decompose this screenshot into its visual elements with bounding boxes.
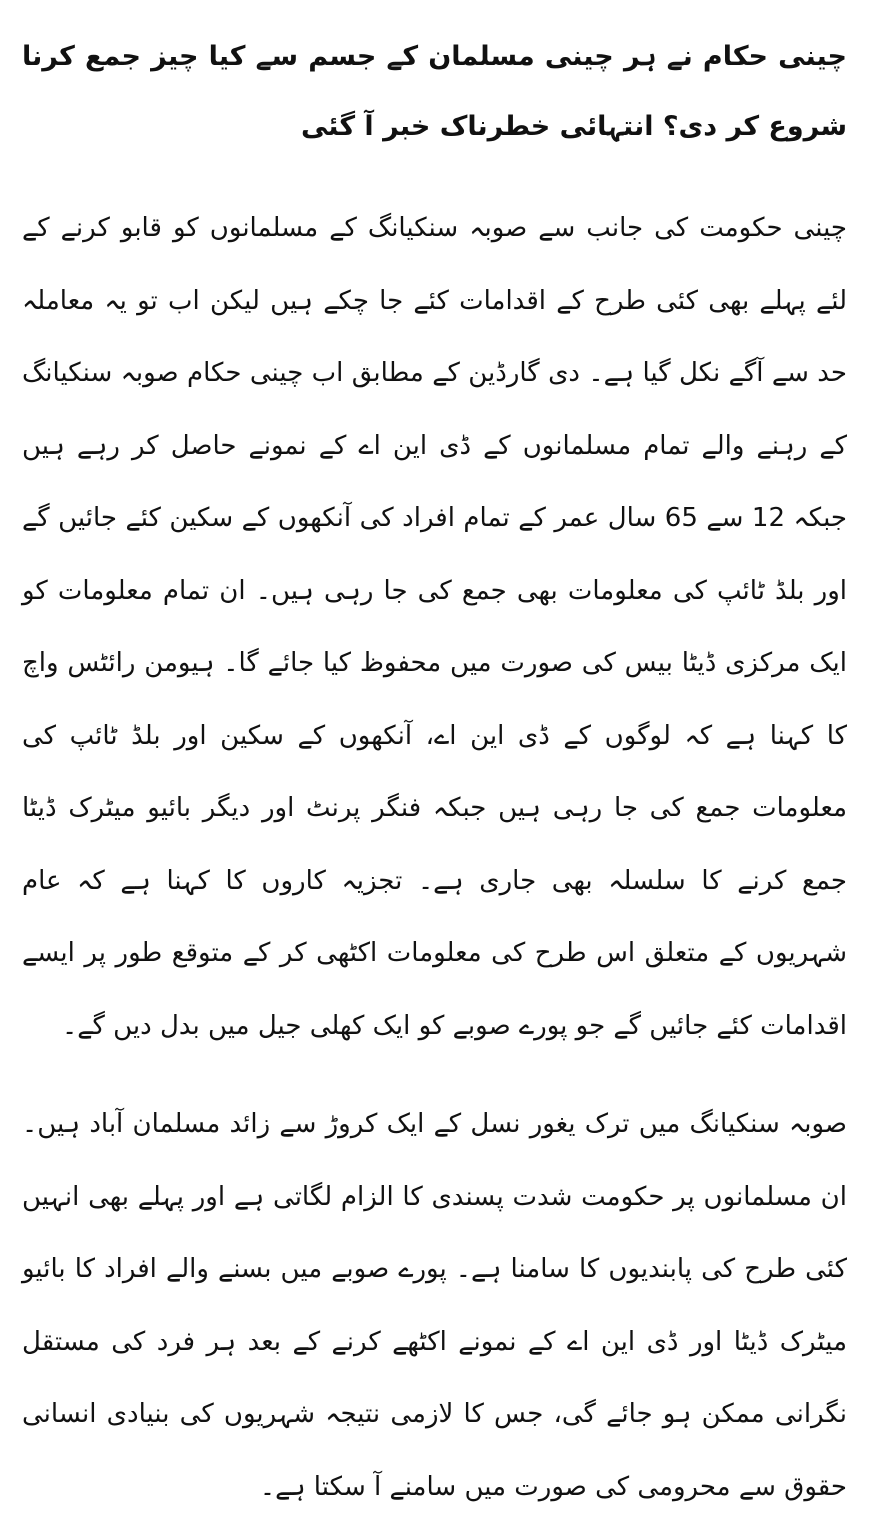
article-headline: چینی حکام نے ہر چینی مسلمان کے جسم سے کیا چیز جمع کرنا شروع کر دی؟ انتہائی خطرناک خبر آ گئی xyxy=(22,41,847,142)
article-paragraph-1: چینی حکومت کی جانب سے صوبہ سنکیانگ کے مسلمانوں کو قابو کرنے کے لئے پہلے بھی کئی طرح کے اقدامات کئے جا چکے ہیں لیکن اب تو یہ معاملہ حد سے آگے نکل گیا ہے۔ دی گارڈین کے مطابق اب چینی حکام صوبہ سنکیانگ کے رہنے والے تمام مسلمانوں کے ڈی این اے کے نمونے حاصل کر رہے ہیں جبکہ 12 سے 65 سال عمر کے تمام افراد کی آنکھوں کے سکین کئے جائیں گے اور بلڈ ٹائپ کی معلومات بھی جمع کی جا رہی ہیں۔ ان تمام معلومات کو ایک مرکزی ڈیٹا بیس کی صورت میں محفوظ کیا جائے گا۔ ہیومن رائٹس واچ کا کہنا ہے کہ لوگوں کے ڈی این اے، آنکھوں کے سکین اور بلڈ ٹائپ کی معلومات جمع کی جا رہی ہیں جبکہ فنگر پرنٹ اور دیگر بائیو میٹرک ڈیٹا جمع کرنے کا سلسلہ بھی جاری ہے۔ تجزیہ کاروں کا کہنا ہے کہ عام شہریوں کے متعلق اس طرح کی معلومات اکٹھی کر کے متوقع طور پر ایسے اقدامات کئے جائیں گے جو پورے صوبے کو ایک کھلی جیل میں بدل دیں گے۔ xyxy=(22,213,848,1041)
article-paragraph-2: صوبہ سنکیانگ میں ترک یغور نسل کے ایک کروڑ سے زائد مسلمان آباد ہیں۔ ان مسلمانوں پر حکومت شدت پسندی کا الزام لگاتی ہے اور پہلے بھی انہیں کئی طرح کی پابندیوں کا سامنا ہے۔ پورے صوبے میں بسنے والے افراد کا بائیو میٹرک ڈیٹا اور ڈی این اے کے نمونے اکٹھے کرنے کے بعد ہر فرد کی مستقل نگرانی ممکن ہو جائے گی، جس کا لازمی نتیجہ شہریوں کی بنیادی انسانی حقوق سے محرومی کی صورت میں سامنے آ سکتا ہے۔ xyxy=(22,1109,847,1502)
